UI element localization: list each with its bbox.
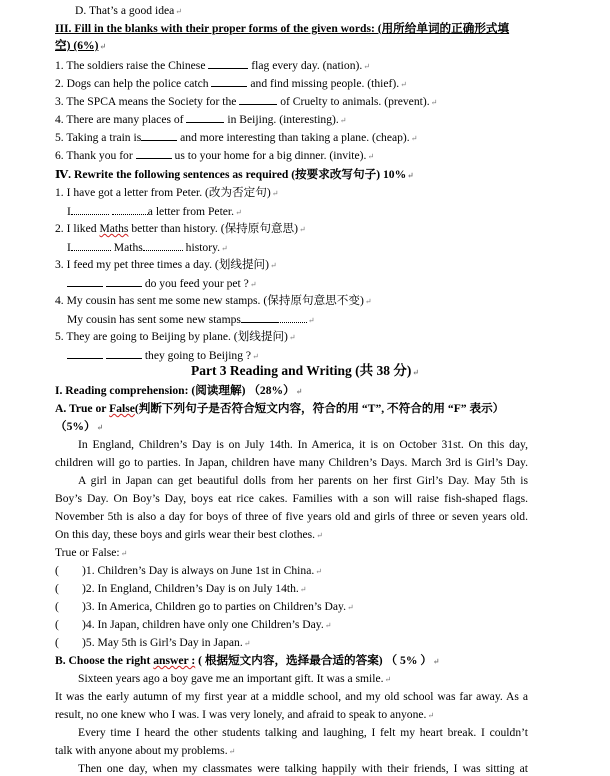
blank[interactable] (136, 147, 172, 159)
rewrite-a4: My cousin has sent some new stamps ↵ (67, 313, 315, 326)
rewrite-q3: 3. I feed my pet three times a day. (划线提问)↵ (55, 258, 277, 271)
rewrite-a3: do you feed your pet ?↵ (67, 275, 257, 292)
rewrite-a2: I Maths history.↵ (67, 241, 228, 254)
passage-a-line: November 5th is also a day for boys of three of five years old and girls of three or seven years old. (55, 510, 528, 523)
section-4-heading: Ⅳ. Rewrite the following sentences as required (按要求改写句子) 10%↵ (55, 168, 414, 181)
rewrite-q1: 1. I have got a letter from Peter. (改为否定句)↵ (55, 186, 279, 199)
rewrite-a5: they going to Beijing ?↵ (67, 347, 259, 364)
tf-item: ( )4. In Japan, children have only one Children’s Day.↵ (55, 618, 332, 631)
passage-b-line: Every time I heard the other students talking and laughing, I felt my heart break. I couldn’t (78, 726, 528, 739)
section-3-heading: III. Fill in the blanks with their proper forms of the given words: (用所给单词的正确形式填 (55, 22, 510, 35)
part-b-heading: B. Choose the right answer : ( 根据短文内容，选择最合适的答案) （ 5% ）↵ (55, 654, 440, 667)
fill-item-5: 5. Taking a train is and more interesting than taking a plane. (cheap).↵ (55, 131, 418, 144)
rewrite-q2: 2. I liked Maths better than history. (保持原句意思)↵ (55, 222, 306, 235)
answer-paren[interactable]: ( ) (55, 582, 86, 595)
blank[interactable] (239, 93, 277, 105)
tf-item: ( )1. Children’s Day is always on June 1st in China.↵ (55, 564, 322, 577)
blank[interactable] (67, 347, 103, 359)
part-a-points: （5%）↵ (55, 420, 104, 433)
passage-a-line: On this day, these boys and girls wear their best clothes.↵ (55, 528, 323, 541)
passage-b-line: talk with anyone about my problems.↵ (55, 744, 236, 757)
blank[interactable] (208, 57, 248, 69)
rewrite-a1: I a letter from Peter.↵ (67, 205, 242, 218)
part-3-title: Part 3 Reading and Writing (共 38 分)↵ (190, 363, 420, 378)
fill-item-2: 2. Dogs can help the police catch and find missing people. (thief).↵ (55, 77, 407, 90)
passage-b-line: result, no one knew who I was. I was very lonely, and afraid to speak to anyone.↵ (55, 708, 435, 721)
rewrite-q4: 4. My cousin has sent me some new stamps. (保持原句意思不变)↵ (55, 294, 372, 307)
passage-b-line: Sixteen years ago a boy gave me an important gift. It was a smile.↵ (78, 672, 392, 685)
blank[interactable] (71, 203, 109, 215)
tf-item: ( )3. In America, Children go to parties on Children’s Day.↵ (55, 600, 354, 613)
passage-b-line: It was the early autumn of my first year at a middle school, and my old school was far away. As a (55, 690, 528, 703)
blank[interactable] (71, 239, 111, 251)
tf-label: True or False:↵ (55, 546, 128, 559)
fill-item-3: 3. The SPCA means the Society for the of Cruelty to animals. (prevent).↵ (55, 95, 438, 108)
blank[interactable] (141, 129, 177, 141)
answer-paren[interactable]: ( ) (55, 618, 86, 631)
part-a-heading: A. True or False(判断下列句子是否符合短文内容，符合的用 “T”, 不符合的用 “F” 表示） (55, 402, 505, 415)
tf-item: ( )2. In England, Children’s Day is on July 14th.↵ (55, 582, 307, 595)
passage-a-line: A girl in Japan can get beautiful dolls from her parents on her first Girl’s Day. May 5th is (78, 474, 528, 487)
passage-a-line: children will go to parties. In Japan, children have many Children’s Days. March 3rd is Girl’s Day. (55, 456, 528, 469)
option-d: D. That’s a good idea↵ (75, 4, 182, 17)
rewrite-q5: 5. They are going to Beijing by plane. (划线提问)↵ (55, 330, 296, 343)
blank[interactable] (277, 311, 307, 323)
fill-item-4: 4. There are many places of in Beijing. (interesting).↵ (55, 113, 347, 126)
section-3-heading-cont: 空) (6%)↵ (55, 39, 107, 52)
answer-paren[interactable]: ( ) (55, 564, 86, 577)
blank[interactable] (67, 275, 103, 287)
blank[interactable] (112, 203, 148, 215)
fill-item-6: 6. Thank you for us to your home for a big dinner. (invite).↵ (55, 149, 375, 162)
blank[interactable] (241, 311, 277, 323)
blank[interactable] (106, 347, 142, 359)
passage-a-line: In England, Children’s Day is on July 14th. In America, it is on October 31st. On this day, (78, 438, 528, 451)
blank[interactable] (186, 111, 224, 123)
answer-paren[interactable]: ( ) (55, 636, 86, 649)
answer-paren[interactable]: ( ) (55, 600, 86, 613)
passage-a-line: Boy’s Day. On Boy’s Day, boys eat rice cakes. Families with a son will raise fish-shaped flags. (55, 492, 528, 505)
reading-heading: I. Reading comprehension: (阅读理解) （28%）↵ (55, 384, 303, 397)
tf-item: ( )5. May 5th is Girl’s Day in Japan.↵ (55, 636, 251, 649)
passage-b-line: Then one day, when my classmates were talking happily with their friends, I was sitting at (78, 762, 528, 775)
blank[interactable] (106, 275, 142, 287)
fill-item-1: 1. The soldiers raise the Chinese flag every day. (nation).↵ (55, 59, 370, 72)
blank[interactable] (211, 75, 247, 87)
blank[interactable] (143, 239, 183, 251)
